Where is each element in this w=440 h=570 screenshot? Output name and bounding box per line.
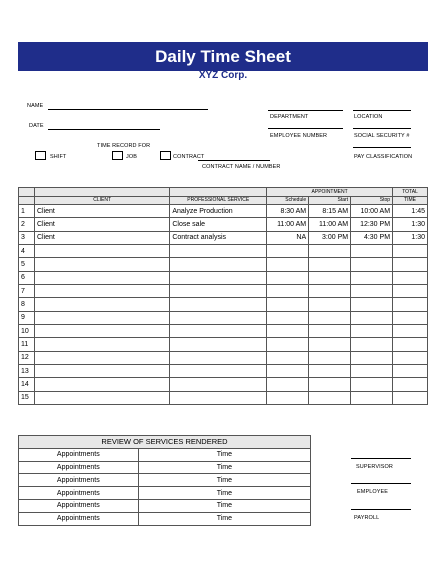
cell-time[interactable]: [393, 245, 428, 258]
cell-start[interactable]: 8:15 AM: [309, 205, 351, 218]
stop-header: Stop: [351, 196, 393, 205]
cell-start[interactable]: [309, 258, 351, 271]
time-record-label: TIME RECORD FOR: [97, 143, 151, 149]
cell-schedule[interactable]: [267, 391, 309, 404]
cell-num: 14: [19, 378, 35, 391]
cell-num: 4: [19, 245, 35, 258]
cell-schedule[interactable]: 11:00 AM: [267, 218, 309, 231]
cell-num: 3: [19, 231, 35, 244]
supervisor-label: SUPERVISOR: [356, 464, 393, 470]
cell-service[interactable]: [170, 285, 267, 298]
cell-schedule[interactable]: [267, 298, 309, 311]
cell-num: 15: [19, 391, 35, 404]
cell-service[interactable]: Analyze Production: [170, 205, 267, 218]
ssn-label: SOCIAL SECURITY #: [354, 133, 410, 139]
contract-name-label: CONTRACT NAME / NUMBER: [202, 164, 281, 170]
cell-time[interactable]: [393, 258, 428, 271]
cell-service[interactable]: [170, 391, 267, 404]
payroll-label: PAYROLL: [354, 515, 380, 521]
cell-client[interactable]: [34, 311, 169, 324]
review-time-cell[interactable]: Time: [138, 512, 310, 525]
employee-number-field[interactable]: [268, 128, 343, 129]
review-table: [18, 435, 311, 526]
payroll-signature-line[interactable]: [351, 509, 411, 510]
location-label: LOCATION: [354, 114, 383, 120]
contract-checkbox[interactable]: [160, 151, 171, 160]
pay-class-field[interactable]: [353, 147, 411, 148]
cell-service[interactable]: [170, 338, 267, 351]
cell-time[interactable]: [393, 391, 428, 404]
date-field[interactable]: [48, 129, 160, 130]
cell-client[interactable]: Client: [34, 205, 169, 218]
shift-label: SHIFT: [50, 154, 67, 160]
review-row: [19, 461, 311, 474]
contract-label: CONTRACT: [173, 154, 205, 160]
cell-schedule[interactable]: [267, 311, 309, 324]
pay-class-label: PAY CLASSIFICATION: [354, 154, 413, 160]
cell-schedule[interactable]: [267, 365, 309, 378]
cell-schedule[interactable]: [267, 338, 309, 351]
cell-start[interactable]: [309, 351, 351, 364]
cell-client[interactable]: [34, 365, 169, 378]
review-time-cell[interactable]: Time: [138, 474, 310, 487]
cell-client[interactable]: [34, 338, 169, 351]
review-time-cell[interactable]: Time: [138, 487, 310, 500]
cell-num: 2: [19, 218, 35, 231]
cell-time[interactable]: [393, 338, 428, 351]
cell-schedule[interactable]: [267, 325, 309, 338]
table-row: [19, 351, 428, 364]
cell-schedule[interactable]: NA: [267, 231, 309, 244]
cell-stop[interactable]: [351, 311, 393, 324]
cell-start[interactable]: [309, 245, 351, 258]
table-row: [19, 231, 428, 244]
time-table: [18, 187, 428, 405]
table-row: [19, 271, 428, 284]
cell-start[interactable]: [309, 391, 351, 404]
cell-client[interactable]: Client: [34, 231, 169, 244]
table-row: [19, 391, 428, 404]
cell-time[interactable]: [393, 298, 428, 311]
cell-stop[interactable]: 10:00 AM: [351, 205, 393, 218]
department-field[interactable]: [268, 110, 343, 111]
table-row: [19, 245, 428, 258]
cell-client[interactable]: [34, 378, 169, 391]
supervisor-signature-line[interactable]: [351, 458, 411, 459]
table-row: [19, 325, 428, 338]
review-title: REVIEW OF SERVICES RENDERED: [19, 436, 311, 449]
review-appointments-cell[interactable]: Appointments: [19, 461, 139, 474]
table-row: [19, 378, 428, 391]
job-label: JOB: [126, 154, 137, 160]
review-appointments-cell[interactable]: Appointments: [19, 474, 139, 487]
cell-stop[interactable]: [351, 285, 393, 298]
cell-schedule[interactable]: [267, 351, 309, 364]
cell-start[interactable]: [309, 325, 351, 338]
cell-time[interactable]: 1:30: [393, 218, 428, 231]
cell-service[interactable]: [170, 258, 267, 271]
cell-service[interactable]: [170, 365, 267, 378]
review-time-cell[interactable]: Time: [138, 499, 310, 512]
cell-schedule[interactable]: [267, 245, 309, 258]
cell-stop[interactable]: [351, 351, 393, 364]
cell-schedule[interactable]: 8:30 AM: [267, 205, 309, 218]
cell-stop[interactable]: [351, 378, 393, 391]
cell-num: 10: [19, 325, 35, 338]
cell-stop[interactable]: [351, 298, 393, 311]
cell-start[interactable]: [309, 298, 351, 311]
cell-service[interactable]: [170, 325, 267, 338]
service-header: PROFESSIONAL SERVICE: [170, 196, 267, 205]
date-label: DATE: [29, 123, 44, 129]
cell-stop[interactable]: [351, 271, 393, 284]
cell-start[interactable]: [309, 338, 351, 351]
table-row: [19, 365, 428, 378]
cell-client[interactable]: Client: [34, 218, 169, 231]
location-field[interactable]: [353, 110, 411, 111]
total-header: TOTAL: [393, 188, 428, 197]
cell-start[interactable]: [309, 365, 351, 378]
cell-start[interactable]: [309, 311, 351, 324]
cell-num: 6: [19, 271, 35, 284]
cell-schedule[interactable]: [267, 378, 309, 391]
review-row: [19, 448, 311, 461]
cell-client[interactable]: [34, 245, 169, 258]
cell-time[interactable]: [393, 365, 428, 378]
cell-service[interactable]: [170, 351, 267, 364]
name-label: NAME: [27, 103, 44, 109]
cell-num: 8: [19, 298, 35, 311]
cell-service[interactable]: [170, 378, 267, 391]
cell-service[interactable]: [170, 298, 267, 311]
cell-num: 5: [19, 258, 35, 271]
cell-time[interactable]: [393, 285, 428, 298]
cell-stop[interactable]: [351, 391, 393, 404]
cell-service[interactable]: [170, 311, 267, 324]
cell-client[interactable]: [34, 391, 169, 404]
cell-stop[interactable]: 4:30 PM: [351, 231, 393, 244]
department-label: DEPARTMENT: [270, 114, 309, 120]
cell-time[interactable]: [393, 378, 428, 391]
cell-time[interactable]: [393, 311, 428, 324]
table-row: [19, 311, 428, 324]
cell-start[interactable]: 3:00 PM: [309, 231, 351, 244]
table-row: [19, 298, 428, 311]
cell-time[interactable]: [393, 351, 428, 364]
cell-schedule[interactable]: [267, 285, 309, 298]
client-header: CLIENT: [34, 196, 169, 205]
cell-schedule[interactable]: [267, 271, 309, 284]
cell-time[interactable]: 1:45: [393, 205, 428, 218]
cell-time[interactable]: 1:30: [393, 231, 428, 244]
review-appointments-cell[interactable]: Appointments: [19, 448, 139, 461]
cell-num: 1: [19, 205, 35, 218]
cell-service[interactable]: [170, 245, 267, 258]
review-row: [19, 487, 311, 500]
cell-start[interactable]: 11:00 AM: [309, 218, 351, 231]
table-row: [19, 218, 428, 231]
cell-num: 9: [19, 311, 35, 324]
review-row: [19, 512, 311, 525]
cell-start[interactable]: [309, 271, 351, 284]
cell-stop[interactable]: [351, 365, 393, 378]
job-checkbox[interactable]: [112, 151, 123, 160]
cell-client[interactable]: [34, 285, 169, 298]
cell-start[interactable]: [309, 285, 351, 298]
start-header: Start: [309, 196, 351, 205]
cell-client[interactable]: [34, 325, 169, 338]
time-header: TIME: [393, 196, 428, 205]
review-row: [19, 474, 311, 487]
cell-stop[interactable]: [351, 325, 393, 338]
review-time-cell[interactable]: Time: [138, 448, 310, 461]
ssn-field[interactable]: [353, 128, 411, 129]
cell-start[interactable]: [309, 378, 351, 391]
cell-num: 11: [19, 338, 35, 351]
cell-client[interactable]: [34, 258, 169, 271]
cell-stop[interactable]: [351, 338, 393, 351]
cell-num: 7: [19, 285, 35, 298]
contract-field[interactable]: [198, 160, 270, 161]
cell-time[interactable]: [393, 325, 428, 338]
table-row: [19, 285, 428, 298]
cell-time[interactable]: [393, 271, 428, 284]
table-row: [19, 338, 428, 351]
cell-num: 12: [19, 351, 35, 364]
cell-stop[interactable]: 12:30 PM: [351, 218, 393, 231]
cell-service[interactable]: Contract analysis: [170, 231, 267, 244]
schedule-header: Schedule: [267, 196, 309, 205]
cell-schedule[interactable]: [267, 258, 309, 271]
review-time-cell[interactable]: Time: [138, 461, 310, 474]
company-name: XYZ Corp.: [198, 70, 248, 81]
cell-client[interactable]: [34, 298, 169, 311]
shift-checkbox[interactable]: [35, 151, 46, 160]
review-appointments-cell[interactable]: Appointments: [19, 499, 139, 512]
cell-num: 13: [19, 365, 35, 378]
employee-number-label: EMPLOYEE NUMBER: [270, 133, 328, 139]
review-appointments-cell[interactable]: Appointments: [19, 512, 139, 525]
review-row: [19, 499, 311, 512]
table-row: [19, 258, 428, 271]
cell-client[interactable]: [34, 351, 169, 364]
cell-client[interactable]: [34, 271, 169, 284]
cell-service[interactable]: Close sale: [170, 218, 267, 231]
cell-stop[interactable]: [351, 258, 393, 271]
page-title: Daily Time Sheet: [18, 42, 428, 71]
cell-service[interactable]: [170, 271, 267, 284]
appointment-header: APPOINTMENT: [267, 188, 393, 197]
table-row: [19, 205, 428, 218]
review-appointments-cell[interactable]: Appointments: [19, 487, 139, 500]
name-field[interactable]: [48, 109, 208, 110]
cell-stop[interactable]: [351, 245, 393, 258]
employee-signature-line[interactable]: [351, 483, 411, 484]
employee-label: EMPLOYEE: [357, 489, 389, 495]
